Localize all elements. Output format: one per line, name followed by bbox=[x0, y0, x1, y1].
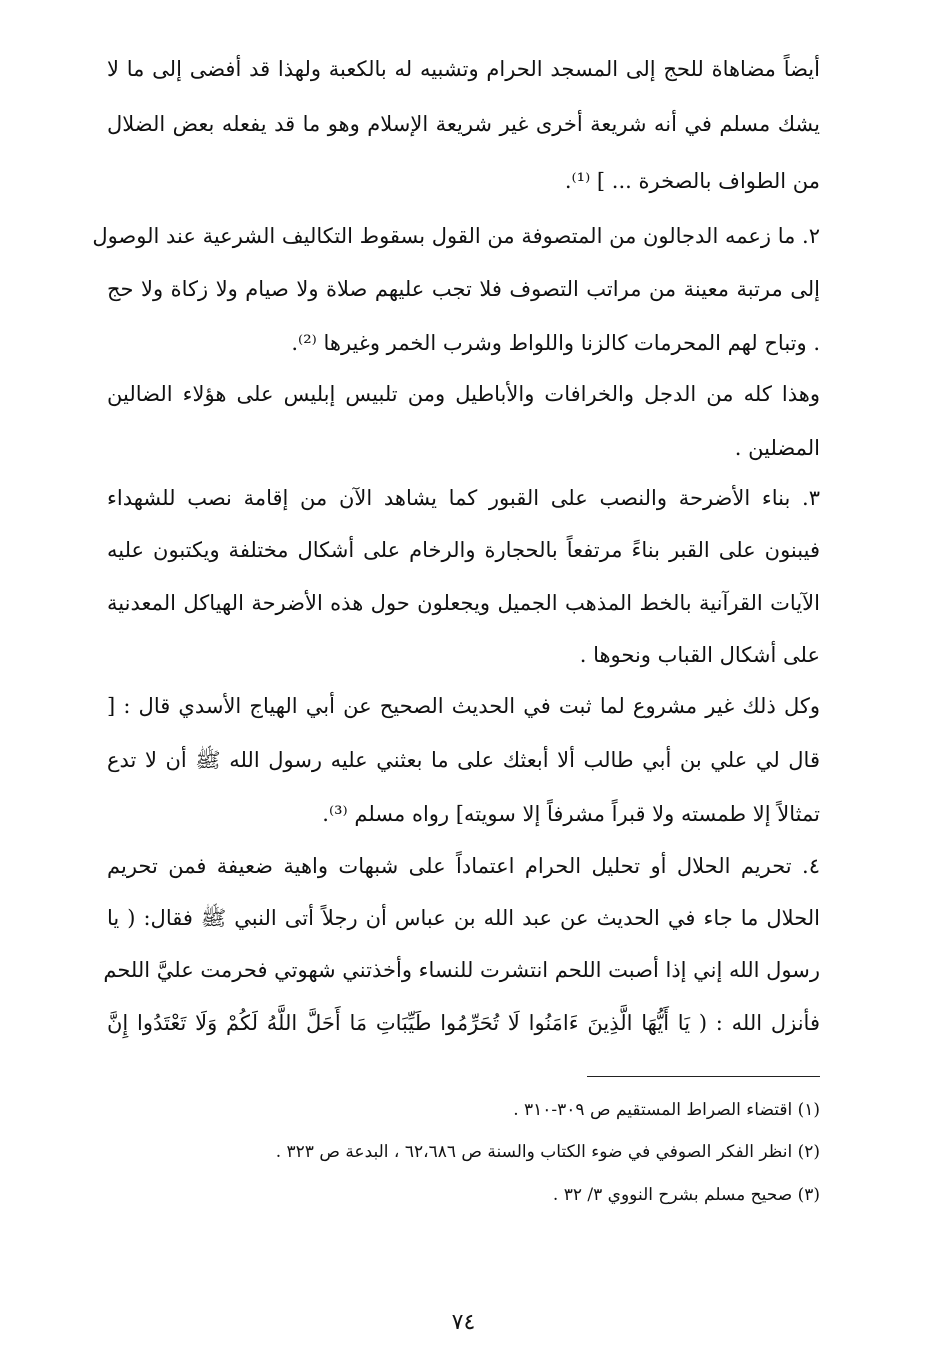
footnote: (١) اقتضاء الصراط المستقيم ص ٣٠٩-٣١٠ . bbox=[513, 1100, 820, 1120]
text-line: يشك مسلم في أنه شريعة أخرى غير شريعة الإسلام وهو ما قد يفعله بعض الضلال bbox=[107, 112, 820, 136]
text-line: على أشكال القباب ونحوها . bbox=[579, 643, 820, 667]
text-line: ٢. ما زعمه الدجالون من المتصوفة من القول بسقوط التكاليف الشرعية عند الوصول bbox=[92, 224, 820, 248]
text-line: فيبنون على القبر بناءً مرتفعاً بالحجارة والرخام على أشكال مختلفة ويكتبون عليه bbox=[107, 538, 820, 562]
footnote: (٢) انظر الفكر الصوفي في ضوء الكتاب والسنة ص ٦٢،٦٨٦ ، البدعة ص ٣٢٣ . bbox=[275, 1142, 820, 1162]
text-line: وهذا كله من الدجل والخرافات والأباطيل ومن تلبيس إبليس على هؤلاء الضالين bbox=[107, 382, 820, 406]
text-line: فأنزل الله : ( يَا أَيُّهَا الَّذِينَ ءَامَنُوا لَا تُحَرِّمُوا طَيِّبَاتِ مَا أَحَلَّ اللَّهُ لَكُمْ وَلَا تَعْتَدُوا إِنَّ bbox=[107, 1011, 820, 1035]
text-line: قال لي علي بن أبي طالب ألا أبعثك على ما بعثني عليه رسول الله ﷺ أن لا تدع bbox=[107, 748, 820, 772]
text-line: تمثالاً إلا طمسته ولا قبراً مشرفاً إلا سويته] رواه مسلم ⁽³⁾. bbox=[322, 802, 820, 826]
text-line: أيضاً مضاهاة للحج إلى المسجد الحرام وتشبيه له بالكعبة ولهذا قد أفضى إلى ما لا bbox=[107, 57, 820, 81]
text-line: الحلال ما جاء في الحديث عن عبد الله بن عباس أن رجلاً أتى النبي ﷺ فقال: ( يا bbox=[107, 906, 820, 930]
footnote-separator bbox=[587, 1076, 820, 1077]
text-line: الآيات القرآنية بالخط المذهب الجميل ويجعلون حول هذه الأضرحة الهياكل المعدنية bbox=[107, 591, 820, 615]
page-number: ٧٤ bbox=[451, 1310, 476, 1335]
text-line: . وتباح لهم المحرمات كالزنا واللواط وشرب الخمر وغيرها ⁽²⁾. bbox=[291, 331, 820, 355]
footnote: (٣) صحيح مسلم بشرح النووي ٣/ ٣٢ . bbox=[552, 1185, 820, 1205]
text-line: المضلين . bbox=[734, 436, 820, 460]
text-line: رسول الله إني إذا أصبت اللحم انتشرت للنساء وأخذتني شهوتي فحرمت عليَّ اللحم bbox=[103, 958, 820, 982]
text-line: وكل ذلك غير مشروع لما ثبت في الحديث الصحيح عن أبي الهياج الأسدي قال : [ bbox=[107, 694, 820, 718]
text-line: إلى مرتبة معينة من مراتب التصوف فلا تجب عليهم صلاة ولا صيام ولا زكاة ولا حج bbox=[107, 277, 820, 301]
text-line: ٣. بناء الأضرحة والنصب على القبور كما يشاهد الآن من إقامة نصب للشهداء bbox=[107, 486, 820, 510]
text-line: ٤. تحريم الحلال أو تحليل الحرام اعتماداً على شبهات واهية ضعيفة فمن تحريم bbox=[107, 854, 820, 878]
text-line: من الطواف بالصخرة ... ] ⁽¹⁾. bbox=[564, 169, 820, 193]
